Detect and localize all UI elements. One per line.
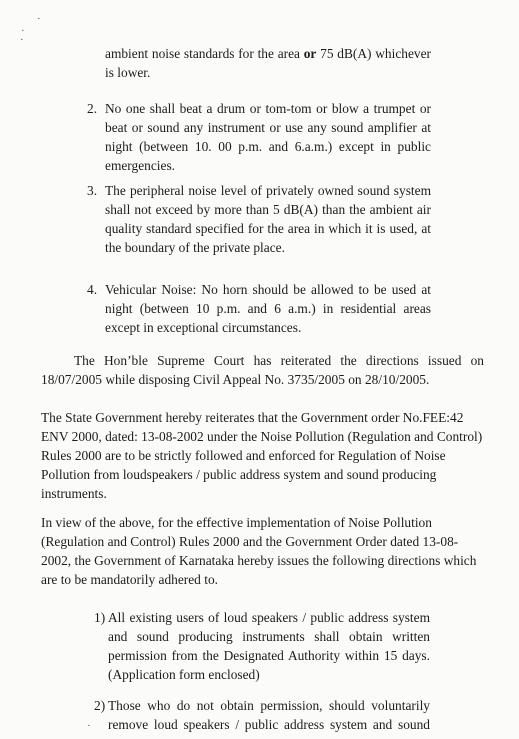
text-line: beat or sound any instrument or use any sound amplifier at [105,120,431,135]
text-line: (Application form enclosed) [108,667,260,682]
scan-speck: · [21,25,25,37]
text-line: the boundary of the private place. [105,240,285,255]
text-line: All existing users of loud speakers / public address system [108,610,430,625]
text-line: ambient noise standards for the area or 75 dB(A) whichever [105,46,431,61]
text-line: In view of the above, for the effective implementation of Noise Pollution [41,515,432,530]
text-line: and sound producing instruments shall obtain written [108,629,430,644]
scan-speck: · [37,13,41,25]
direction-number: 1) [94,610,106,625]
text-line: ENV 2000, dated: 13-08-2002 under the Noise Pollution (Regulation and Control) [41,429,483,444]
text-line: shall not exceed by more than 5 dB(A) than the ambient air [105,202,431,217]
text-line: Rules 2000 are to be strictly followed and enforced for Regulation of Noise [41,448,446,463]
item-number: 2. [87,101,98,116]
text-line: night (between 10. 00 p.m. and 6.a.m.) except in public [105,139,431,154]
list-item [105,280,431,337]
text-line: night (between 10 p.m. and 6 a.m.) in residential areas [105,301,431,316]
direction-item [108,696,430,734]
text-line: remove loud speakers / public address system and sound [108,717,430,732]
text-line: emergencies. [105,158,176,173]
list-item [105,99,431,175]
text-line: (Regulation and Control) Rules 2000 and the Government Order dated 13-08- [41,534,459,549]
item-number: 3. [87,183,98,198]
list-item [105,181,431,257]
text-line: The peripheral noise level of privately owned sound system [105,183,431,198]
text-line: 2002, the Government of Karnataka hereby issues the following directions which [41,553,477,568]
text-line: Pollution from loudspeakers / public address system and sound producing [41,467,437,482]
item-number: 4. [87,282,98,297]
paragraph [41,408,484,503]
text-line: is lower. [105,65,151,80]
text-line: The Hon’ble Supreme Court has reiterated the directions issued on [74,353,484,368]
text-line: No one shall beat a drum or tom-tom or blow a trumpet or [105,101,431,116]
scan-speck: · [87,720,91,732]
paragraph [41,513,484,589]
text-line: Those who do not obtain permission, should voluntarily [108,698,430,713]
text-line: Vehicular Noise: No horn should be allowed to be used at [105,282,431,297]
text-line: The State Government hereby reiterates that the Government order No.FEE:42 [41,410,464,425]
text-line: permission from the Designated Authority within 15 days. [108,648,430,663]
text-line: instruments. [41,486,107,501]
text-line: are to be mandatorily adhered to. [41,572,218,587]
text-line: 18/07/2005 while disposing Civil Appeal No. 3735/2005 on 28/10/2005. [41,372,430,387]
scan-speck: · [20,34,24,46]
direction-number: 2) [94,698,106,713]
text-line: except in exceptional circumstances. [105,320,302,335]
direction-item [108,608,430,684]
text-line: quality standard specified for the area in which it is used, at [105,221,431,236]
intro-continuation [105,44,431,82]
paragraph [41,351,484,389]
